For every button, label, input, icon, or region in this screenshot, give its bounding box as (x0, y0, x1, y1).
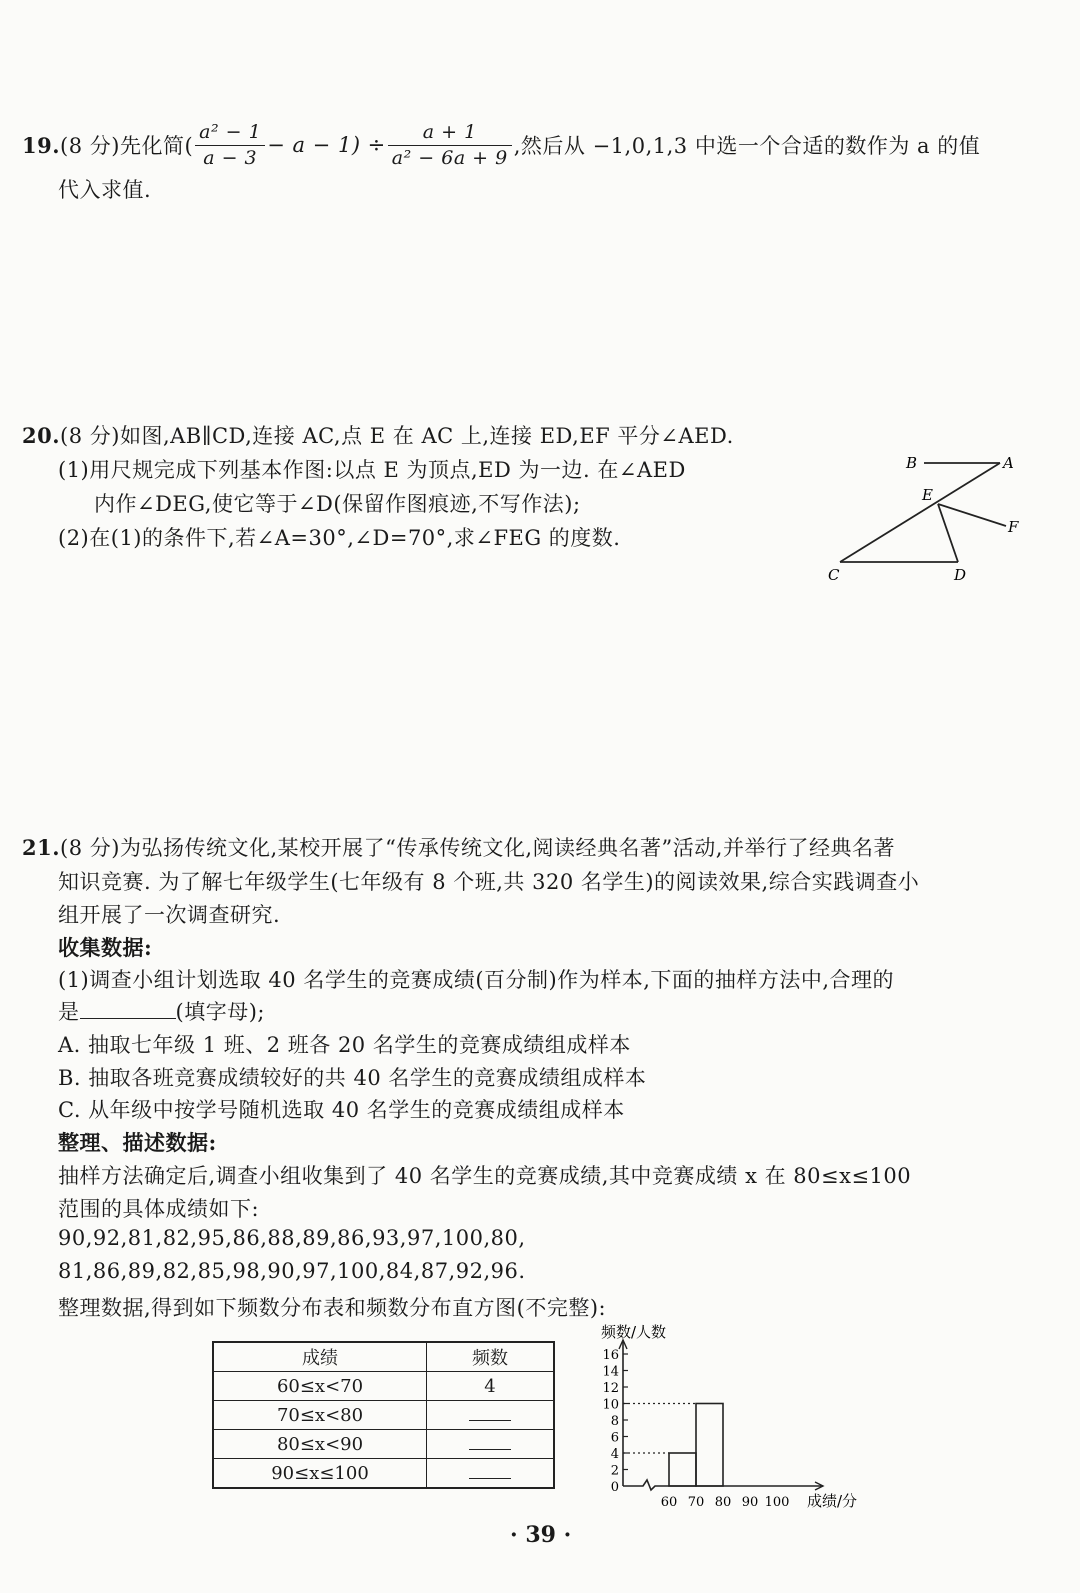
answer-blank[interactable] (80, 1000, 176, 1019)
table-cell-range: 90≤x≤100 (213, 1459, 427, 1489)
y-tick-label: 2 (610, 1463, 619, 1479)
x-tick-label: 90 (741, 1495, 759, 1510)
q21-line3: 组开展了一次调查研究. (58, 903, 281, 927)
q19-frac2-denominator: a² − 6a + 9 (391, 146, 508, 169)
table-row (213, 1459, 554, 1489)
q21-part3: 整理数据,得到如下频数分布表和频数分布直方图(不完整): (58, 1296, 607, 1320)
y-tick-label: 10 (602, 1397, 619, 1413)
q19-frac1-denominator: a − 3 (203, 146, 258, 169)
q21-part1-line1: (1)调查小组计划选取 40 名学生的竞赛成绩(百分制)作为样本,下面的抽样方法中,合理的 (58, 968, 895, 992)
y-tick-label: 16 (602, 1348, 619, 1363)
q21-scores-line2: 81,86,89,82,85,98,90,97,100,84,87,92,96. (58, 1259, 526, 1283)
x-axis-label: 成绩/分 (807, 1492, 858, 1510)
table-cell-range: 70≤x<80 (213, 1401, 427, 1430)
histogram-bar (669, 1453, 696, 1486)
label-b: B (906, 454, 918, 472)
frequency-histogram (595, 1318, 885, 1518)
y-tick-label: 0 (610, 1480, 619, 1495)
page-number: · 39 · (510, 1522, 572, 1548)
y-ticks (602, 1348, 628, 1495)
q21-option-c: C. 从年级中按学号随机选取 40 名学生的竞赛成绩组成样本 (58, 1098, 625, 1122)
label-e: E (922, 486, 933, 504)
q19-middle: − a − 1) ÷ (267, 133, 386, 157)
q21-part2-line1: 抽样方法确定后,调查小组收集到了 40 名学生的竞赛成绩,其中竞赛成绩 x 在 80≤x≤100 (58, 1164, 912, 1188)
x-tick-label: 60 (660, 1495, 678, 1510)
label-c: C (828, 566, 840, 584)
q19-fraction2 (388, 122, 512, 169)
table-row (213, 1430, 554, 1459)
q20-geometry-figure (820, 448, 1040, 588)
q21-line1 (22, 832, 895, 862)
x-tick-label: 100 (764, 1495, 790, 1510)
bars (623, 1404, 723, 1487)
table-cell-range: 80≤x<90 (213, 1430, 427, 1459)
label-f: F (1008, 518, 1019, 536)
blank-line (469, 1464, 511, 1479)
q19-frac2-numerator: a + 1 (388, 122, 512, 146)
table-header-frequency: 频数 (427, 1342, 555, 1372)
q21-option-b: B. 抽取各班竞赛成绩较好的共 40 名学生的竞赛成绩组成样本 (58, 1066, 647, 1090)
q21-heading-organize: 整理、描述数据: (58, 1130, 217, 1155)
q21-number: 21. (22, 835, 61, 860)
table-cell-frequency-blank[interactable] (427, 1401, 555, 1430)
q19-frac1-numerator: a² − 1 (195, 122, 265, 146)
q21-option-a: A. 抽取七年级 1 班、2 班各 20 名学生的竞赛成绩组成样本 (58, 1033, 631, 1057)
q19-number: 19. (22, 132, 61, 158)
q21-part2-line2: 范围的具体成绩如下: (58, 1197, 260, 1221)
segment-ed (938, 504, 958, 562)
q19-prefix: (8 分)先化简( (60, 134, 194, 158)
q19-line1 (22, 120, 980, 170)
axes (619, 1340, 823, 1490)
x-tick-label: 70 (687, 1495, 705, 1510)
x-ticks (661, 1495, 790, 1510)
table-cell-frequency-blank[interactable] (427, 1459, 555, 1489)
frequency-table (212, 1341, 555, 1489)
table-cell-frequency-blank[interactable] (427, 1430, 555, 1459)
q20-line4: (2)在(1)的条件下,若∠A=30°,∠D=70°,求∠FEG 的度数. (58, 526, 621, 550)
q20-line1-text: (8 分)如图,AB∥CD,连接 AC,点 E 在 AC 上,连接 ED,EF 平分∠AED. (60, 424, 734, 448)
label-d: D (954, 566, 967, 584)
x-tick-label: 80 (714, 1495, 732, 1510)
q21-scores-line1: 90,92,81,82,95,86,88,89,86,93,97,100,80, (58, 1226, 526, 1250)
q21-line1-text: (8 分)为弘扬传统文化,某校开展了“传承传统文化,阅读经典名著”活动,并举行了经典名著 (60, 836, 895, 860)
y-tick-label: 6 (610, 1430, 619, 1446)
q20-line1 (22, 420, 734, 450)
y-tick-label: 8 (610, 1414, 619, 1429)
table-row (213, 1372, 554, 1401)
y-axis-label: 频数/人数 (601, 1323, 667, 1341)
q20-line3: 内作∠DEG,使它等于∠D(保留作图痕迹,不写作法); (94, 492, 581, 516)
q20-number: 20. (22, 423, 61, 448)
y-tick-label: 12 (602, 1381, 619, 1396)
q21-part1-fill-hint: (填字母); (175, 1000, 265, 1024)
label-a: A (1003, 454, 1014, 472)
table-row (213, 1401, 554, 1430)
q21-part1-shi: 是 (58, 1000, 80, 1024)
q21-part1-line2 (58, 996, 265, 1026)
y-tick-label: 4 (610, 1447, 619, 1462)
table-cell-frequency: 4 (427, 1372, 555, 1401)
segment-ac (840, 463, 1000, 562)
table-cell-range: 60≤x<70 (213, 1372, 427, 1401)
blank-line (469, 1406, 511, 1421)
ray-ef (938, 504, 1006, 526)
histogram-bar (696, 1404, 723, 1487)
table-header-score: 成绩 (213, 1342, 427, 1372)
table-header-row (213, 1342, 554, 1372)
q19-line2: 代入求值. (58, 178, 152, 202)
q21-heading-collect: 收集数据: (58, 935, 153, 960)
q20-line2: (1)用尺规完成下列基本作图:以点 E 为顶点,ED 为一边. 在∠AED (58, 458, 686, 482)
q19-fraction1 (195, 122, 265, 169)
q21-line2: 知识竞赛. 为了解七年级学生(七年级有 8 个班,共 320 名学生)的阅读效果,综合实践调查小 (58, 870, 920, 894)
blank-line (469, 1435, 511, 1450)
q19-suffix: ,然后从 −1,0,1,3 中选一个合适的数作为 a 的值 (513, 134, 981, 158)
y-tick-label: 14 (602, 1364, 619, 1380)
